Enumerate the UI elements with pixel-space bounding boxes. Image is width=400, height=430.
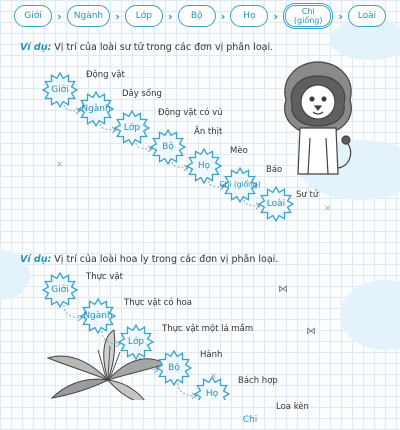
chevron-right-icon: › bbox=[57, 9, 62, 23]
rank-star-label: Họ bbox=[197, 161, 211, 171]
rank-label: Chi (giống) bbox=[293, 7, 323, 25]
cross-mark-icon: ✕ bbox=[210, 372, 218, 382]
taxon-name-label: Động vật có vú bbox=[158, 108, 223, 118]
rank-label: Họ bbox=[243, 10, 256, 21]
rank-star-label: Ngành bbox=[81, 104, 111, 114]
rank-star-label: Ngành bbox=[83, 311, 113, 321]
chevron-right-icon: › bbox=[115, 9, 120, 23]
rank-star-label: Bộ bbox=[168, 363, 180, 373]
taxon-name-label: Thực vật có hoa bbox=[124, 298, 192, 308]
rank-star-label: Giới bbox=[51, 285, 69, 295]
rank-label: Bộ bbox=[190, 10, 203, 21]
cross-mark-icon: ✕ bbox=[56, 160, 64, 170]
cross-mark-icon: ✕ bbox=[324, 204, 332, 214]
chevron-right-icon: › bbox=[273, 9, 279, 23]
chevron-right-icon: › bbox=[220, 9, 226, 23]
taxon-name-label: Động vật bbox=[86, 70, 125, 80]
example-text: Vị trí của loài hoa ly trong các đơn vị phân loại. bbox=[54, 254, 279, 265]
rank-star-label: Họ bbox=[205, 389, 219, 399]
rank-star-label: Chi (giống) bbox=[219, 180, 261, 189]
rank-star-label: Chi bbox=[242, 415, 258, 425]
example-text: Vị trí của loài sư tử trong các đơn vị phân loại. bbox=[54, 42, 274, 53]
rank-star-label: Loài bbox=[266, 199, 286, 209]
taxon-name-label: Ăn thịt bbox=[194, 127, 223, 137]
taxon-name-label: Dây sống bbox=[122, 89, 162, 99]
rank-star-label: Bộ bbox=[162, 142, 174, 152]
taxon-name-label: Thực vật bbox=[86, 272, 123, 282]
taxon-name-label: Thực vật một lá mầm bbox=[162, 324, 254, 334]
chevron-right-icon: › bbox=[168, 9, 173, 23]
taxon-name-label: Loa kèn bbox=[276, 402, 309, 412]
example-label: Ví dụ: bbox=[20, 42, 52, 53]
rank-label: Ngành bbox=[73, 10, 104, 21]
taxon-name-label: Mèo bbox=[230, 146, 248, 156]
rank-star-label: Lớp bbox=[123, 123, 141, 133]
rank-label: Giới bbox=[24, 10, 42, 21]
bow-decoration-icon: ⋈ bbox=[278, 284, 288, 295]
bow-decoration-icon: ⋈ bbox=[306, 326, 316, 337]
taxon-name-label: Sư tử bbox=[296, 190, 319, 200]
rank-label: Lớp bbox=[135, 10, 153, 21]
rank-star-label: Giới bbox=[51, 85, 69, 95]
rank-star-label: Lớp bbox=[127, 337, 145, 347]
taxon-name-label: Hành bbox=[200, 350, 223, 360]
chevron-right-icon: › bbox=[338, 9, 343, 23]
taxon-name-label: Báo bbox=[266, 165, 283, 175]
taxon-name-label: Bách hợp bbox=[238, 376, 278, 386]
rank-label: Loài bbox=[357, 10, 377, 21]
example-label: Ví dụ: bbox=[20, 254, 52, 265]
